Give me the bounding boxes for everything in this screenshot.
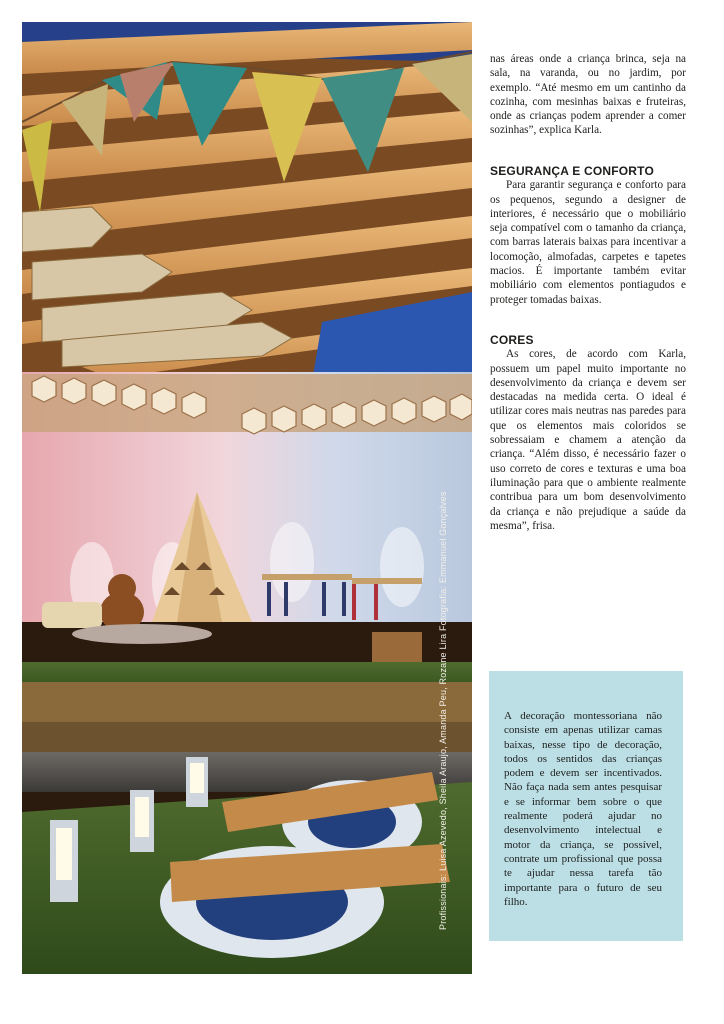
sidebar-box-text: A decoração montessoriana não consiste em apenas utilizar camas baixas, nesse tipo de decoração, todos os sentidos das crianças podem e devem ser incentivados. Não faça nada sem antes pesquisar e se informar bem sobre o que realmente poderá ajudar no desenvolvimento intelectual e motor da criança, se possível, contrate um profissional que possa te ajudar nessa tarefa tão importante para o futuro de seu filho. (504, 710, 662, 908)
article-column (490, 52, 686, 138)
section-cores (490, 333, 686, 533)
section-text-cores: As cores, de acordo com Karla, possuem um papel muito importante no desenvolvimento da criança e devem ser destacadas na medida certa. O ideal é utilizar cores mais neutras nas paredes para que os elementos mais coloridos se sobressaiam e chamem a atenção da criança. “Além disso, é necessário fazer o uso correto de cores e texturas e uma boa iluminação para que o ambiente realmente contribua para um bom desenvolvimento da criança e não prejudique a saúde da mesma”, frisa. (490, 348, 686, 532)
photo-credit: Profissionais: Luisa Azevedo, Sheila Araujo, Amanda Peu, Rozane Lira Fotografia: Emmanuel Gonçalves (438, 491, 448, 930)
section-text-seguranca: Para garantir segurança e conforto para os pequenos, segundo a designer de interiores, é necessário que o mobiliário seja compatível com o tamanho da criança, com barras laterais baixas para incentivar a locomoção, almofadas, carpetes e tapetes macios. É importante também evitar mobiliário com elementos pontiagudos e proteger tomadas baixas. (490, 179, 686, 306)
section-heading-cores: CORES (490, 333, 534, 347)
article-photo (22, 22, 472, 974)
section-seguranca (490, 164, 686, 307)
sidebar-box (489, 671, 683, 941)
section-heading-seguranca: SEGURANÇA E CONFORTO (490, 164, 655, 178)
intro-paragraph: nas áreas onde a criança brinca, seja na sala, na varanda, ou no jardim, por exemplo. “Até mesmo em um cantinho da cozinha, com mesinhas baixas e fruteiras, onde as crianças podem aprender a comer sozinhas”, explica Karla. (490, 53, 686, 137)
